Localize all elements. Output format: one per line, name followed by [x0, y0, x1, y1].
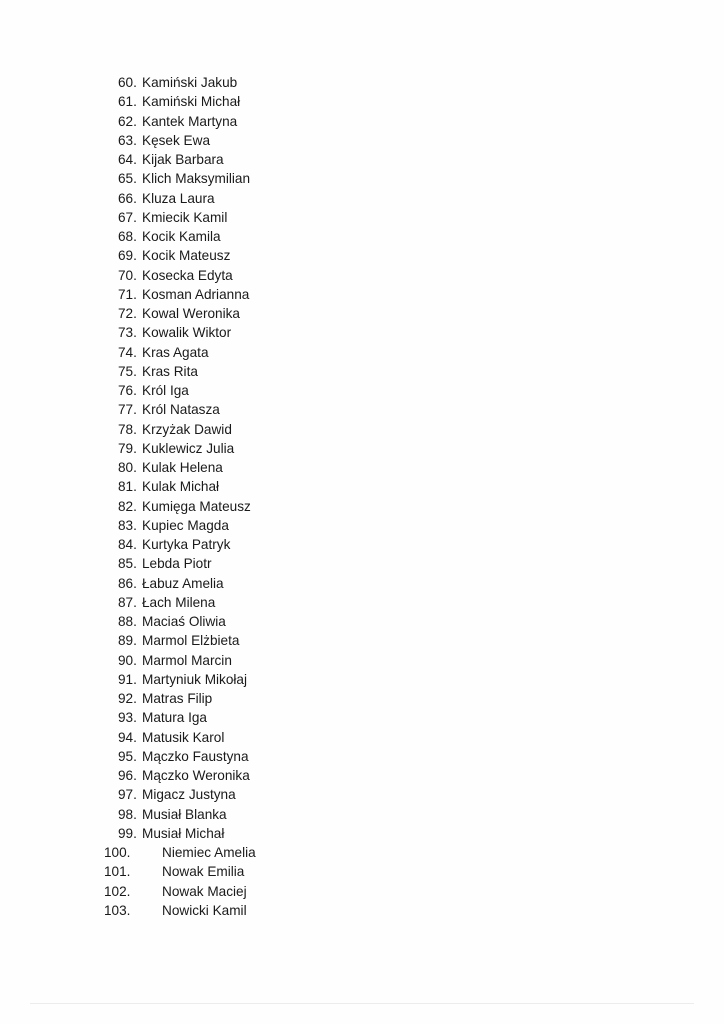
item-number: 85.: [118, 556, 137, 572]
list-item: [118, 189, 256, 208]
person-name: Musiał Michał: [142, 825, 225, 841]
list-item: [118, 631, 256, 650]
person-name: Kocik Mateusz: [142, 248, 231, 264]
item-number: 91.: [118, 671, 137, 687]
item-number: 61.: [118, 94, 137, 110]
item-number: 100.: [104, 845, 131, 860]
item-number: 101.: [104, 864, 131, 880]
item-number: 102.: [104, 883, 131, 899]
list-item: [118, 747, 256, 766]
list-item: [118, 689, 256, 708]
person-name: Kulak Helena: [142, 460, 223, 475]
list-item: [118, 535, 256, 554]
person-name: Kijak Barbara: [142, 152, 224, 167]
list-item: [118, 670, 256, 689]
person-name: Matras Filip: [142, 691, 213, 706]
numbered-name-list: [104, 73, 256, 920]
person-name: Kmiecik Kamil: [142, 209, 228, 225]
person-name: Kowalik Wiktor: [142, 325, 232, 341]
person-name: Matusik Karol: [142, 729, 225, 745]
list-item: [118, 439, 256, 458]
list-item: [118, 593, 256, 612]
list-item: [118, 766, 256, 785]
item-number: 87.: [118, 594, 137, 610]
person-name: Maciaś Oliwia: [142, 614, 226, 629]
item-number: 77.: [118, 402, 137, 418]
item-number: 92.: [118, 691, 137, 706]
person-name: Kowal Weronika: [142, 306, 240, 321]
person-name: Niemiec Amelia: [162, 845, 256, 860]
list-item: [118, 323, 256, 342]
item-number: 103.: [104, 902, 131, 918]
list-item: [118, 227, 256, 246]
list-item: [118, 420, 256, 439]
list-item: [118, 150, 256, 169]
item-number: 71.: [118, 286, 137, 302]
item-number: 64.: [118, 152, 137, 167]
person-name: Marmol Elżbieta: [142, 633, 240, 649]
list-item: [118, 285, 256, 304]
item-number: 75.: [118, 363, 137, 379]
list-item: [118, 574, 256, 593]
list-item: [118, 708, 256, 727]
person-name: Kupiec Magda: [142, 517, 229, 533]
person-name: Łach Milena: [142, 594, 216, 610]
item-number: 70.: [118, 267, 137, 283]
list-item: [104, 862, 256, 881]
person-name: Kęsek Ewa: [142, 132, 211, 148]
person-name: Nowak Emilia: [162, 864, 245, 880]
item-number: 74.: [118, 344, 137, 360]
item-number: 65.: [118, 171, 137, 187]
person-name: Marmol Marcin: [142, 652, 232, 668]
person-name: Kocik Kamila: [142, 229, 221, 244]
item-number: 83.: [118, 517, 137, 533]
person-name: Kosecka Edyta: [142, 267, 233, 283]
person-name: Kosman Adrianna: [142, 286, 250, 302]
person-name: Kras Agata: [142, 344, 209, 360]
person-name: Nowicki Kamil: [162, 902, 247, 918]
list-item: [104, 901, 256, 920]
list-item: [118, 728, 256, 747]
list-item: [118, 304, 256, 323]
person-name: Kulak Michał: [142, 479, 220, 495]
item-number: 97.: [118, 787, 137, 803]
list-item: [118, 400, 256, 419]
person-name: Kamiński Jakub: [142, 75, 238, 90]
list-item: [118, 92, 256, 111]
person-name: Król Iga: [142, 383, 189, 398]
list-item: [118, 516, 256, 535]
list-item: [118, 131, 256, 150]
item-number: 89.: [118, 633, 137, 649]
item-number: 62.: [118, 113, 137, 129]
person-name: Łabuz Amelia: [142, 575, 224, 591]
list-item: [118, 785, 256, 804]
list-item: [118, 381, 256, 400]
person-name: Kluza Laura: [142, 190, 215, 206]
item-number: 95.: [118, 748, 137, 764]
item-number: 93.: [118, 710, 137, 726]
item-number: 60.: [118, 75, 137, 90]
person-name: Kumięga Mateusz: [142, 498, 251, 514]
item-number: 73.: [118, 325, 137, 341]
item-number: 72.: [118, 306, 137, 321]
list-item: [118, 343, 256, 362]
list-item: [118, 208, 256, 227]
list-item: [118, 651, 256, 670]
person-name: Migacz Justyna: [142, 787, 236, 803]
person-name: Musiał Blanka: [142, 806, 227, 822]
person-name: Nowak Maciej: [162, 883, 247, 899]
list-item: [118, 169, 256, 188]
item-number: 78.: [118, 421, 137, 437]
person-name: Matura Iga: [142, 710, 207, 726]
person-name: Krzyżak Dawid: [142, 421, 232, 437]
item-number: 88.: [118, 614, 137, 629]
item-number: 86.: [118, 575, 137, 591]
item-number: 68.: [118, 229, 137, 244]
person-name: Klich Maksymilian: [142, 171, 251, 187]
item-number: 96.: [118, 768, 137, 783]
scan-edge-divider: [30, 1003, 694, 1004]
list-item: [118, 805, 256, 824]
item-number: 99.: [118, 825, 137, 841]
item-number: 84.: [118, 537, 137, 552]
person-name: Mączko Weronika: [142, 768, 250, 783]
person-name: Król Natasza: [142, 402, 220, 418]
item-number: 94.: [118, 729, 137, 745]
item-number: 76.: [118, 383, 137, 398]
item-number: 98.: [118, 806, 137, 822]
person-name: Kantek Martyna: [142, 113, 238, 129]
person-name: Kuklewicz Julia: [142, 440, 235, 456]
list-item: [118, 73, 256, 92]
item-number: 63.: [118, 132, 137, 148]
item-number: 81.: [118, 479, 137, 495]
person-name: Kurtyka Patryk: [142, 537, 231, 552]
person-name: Kamiński Michał: [142, 94, 241, 110]
list-item: [118, 362, 256, 381]
list-item: [118, 554, 256, 573]
list-item: [118, 112, 256, 131]
person-name: Kras Rita: [142, 363, 198, 379]
item-number: 67.: [118, 209, 137, 225]
item-number: 79.: [118, 440, 137, 456]
list-item: [118, 477, 256, 496]
list-item: [118, 246, 256, 265]
list-item: [118, 458, 256, 477]
item-number: 90.: [118, 652, 137, 668]
list-item: [118, 266, 256, 285]
item-number: 69.: [118, 248, 137, 264]
list-item: [104, 843, 256, 862]
item-number: 66.: [118, 190, 137, 206]
list-item: [104, 882, 256, 901]
list-item: [118, 824, 256, 843]
list-item: [118, 497, 256, 516]
item-number: 82.: [118, 498, 137, 514]
person-name: Martyniuk Mikołaj: [142, 671, 247, 687]
list-item: [118, 612, 256, 631]
person-name: Lebda Piotr: [142, 556, 212, 572]
item-number: 80.: [118, 460, 137, 475]
person-name: Mączko Faustyna: [142, 748, 249, 764]
